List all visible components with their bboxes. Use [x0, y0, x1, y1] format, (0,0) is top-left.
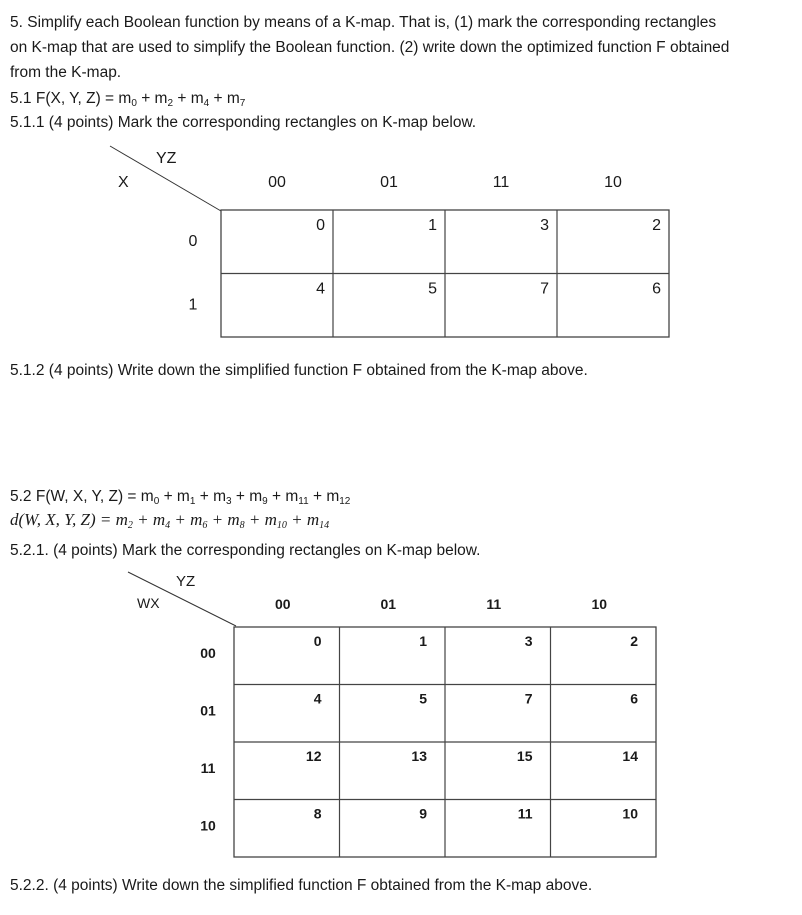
kmap-2-row-label: 00 — [200, 645, 216, 661]
minterm-subscript: 2 — [167, 98, 174, 109]
kmap-2-col-label: 10 — [591, 596, 608, 612]
minterm-subscript: 4 — [165, 520, 171, 531]
kmap-1-cell-number: 4 — [316, 280, 325, 298]
kmap-2-cell-number: 11 — [517, 805, 533, 822]
minterm-subscript: 2 — [127, 520, 133, 531]
kmap-2-cell-number: 10 — [622, 805, 638, 822]
kmap-2-col-label: 01 — [380, 596, 397, 612]
term-separator: + m — [170, 510, 203, 529]
minterm-subscript: 11 — [298, 496, 309, 507]
function-5-1: 5.1 F(X, Y, $Z) = m_0 + m_2 + m_4 + m_7$ — [10, 90, 246, 109]
kmap-1-col-label: 11 — [492, 174, 510, 191]
term-separator: + m — [209, 90, 240, 107]
kmap-2-cell-number: 6 — [630, 690, 638, 707]
kmap-2-cell-number: 1 — [419, 633, 427, 649]
question-5-2-2: 5.2.2. (4 points) Write down the simplified function F obtained from the K-map above. — [10, 877, 593, 894]
kmap-1-row-label: 1 — [188, 296, 198, 314]
minterm-subscript: 3 — [225, 496, 232, 507]
question-5-2-1: 5.2.1. (4 points) Mark the corresponding rectangles on K-map below. — [10, 542, 481, 559]
term-separator: + m — [207, 510, 240, 529]
term-separator: + m — [267, 488, 299, 505]
kmap-1-col-var: YZ — [156, 150, 177, 167]
kmap-1-cell-number: 0 — [316, 217, 325, 234]
dontcare-5-2: d(W, X, Y, $Z) = m_2 + m_4 + m_6 + m_8 + m_{10} + m_{14}$ — [10, 510, 330, 531]
problem-5-line-2: on K-map that are used to simplify the Boolean function. (2) write down the optimized function F obtained — [10, 39, 730, 56]
kmap-2-cell-number: 9 — [419, 805, 427, 822]
term-separator: + m — [231, 488, 263, 505]
kmap-2-cell-number: 0 — [313, 633, 322, 649]
minterm-subscript: 0 — [131, 98, 137, 109]
minterm-subscript: 0 — [153, 496, 160, 507]
kmap-1-row-label: 0 — [188, 233, 198, 250]
kmap-1-cell-number: 6 — [652, 280, 661, 298]
kmap-1-cell-number: 1 — [428, 217, 437, 234]
kmap-2-col-label: 00 — [274, 596, 291, 612]
kmap-2-cell-number: 5 — [419, 690, 427, 707]
kmap-2-cell-number: 13 — [411, 748, 427, 764]
term-separator: + m — [244, 510, 277, 529]
minterm-subscript: 4 — [203, 98, 210, 109]
kmap-2-cell-number: 4 — [313, 690, 322, 707]
term-separator: + m — [132, 510, 166, 529]
minterm-subscript: 7 — [239, 98, 246, 109]
function-5-2: 5.2 F(W, X, Y, $Z) = m_0 + m_1 + m_3 + m_9 + m_{11} + m_{12}$ — [10, 488, 351, 507]
minterm-subscript: 8 — [239, 520, 245, 531]
term-separator: + m — [286, 510, 320, 529]
kmap-1-cell-number: 3 — [540, 217, 549, 234]
kmap-2-cell-number: 14 — [622, 748, 638, 764]
term-separator: + m — [136, 90, 168, 107]
kmap-1-cell-number: 5 — [428, 280, 437, 298]
kmap-2-cell-number: 2 — [630, 633, 638, 649]
minterm-subscript: 9 — [262, 496, 268, 507]
kmap-2-cell-number: 3 — [524, 633, 533, 649]
question-5-1-2: 5.1.2 (4 points) Write down the simplified function F obtained from the K-map above. — [10, 362, 588, 379]
kmap-2-col-label: 11 — [486, 596, 502, 612]
minterm-subscript: 6 — [202, 520, 208, 531]
term-separator: + m — [173, 90, 204, 107]
kmap-2-cell-number: 12 — [305, 748, 322, 764]
kmap-2-row-var: WX — [137, 595, 160, 611]
problem-5-line-3: from the K-map. — [10, 64, 122, 81]
kmap-1-col-label: 00 — [268, 174, 286, 191]
kmap-1-cell-number: 7 — [540, 280, 549, 298]
kmap-1-row-var: X — [118, 174, 129, 191]
term-separator: + m — [195, 488, 226, 505]
kmap-2-cell-number: 8 — [313, 805, 322, 822]
kmap-1-col-label: 01 — [380, 174, 398, 191]
kmap-2-cell-number: 7 — [524, 690, 533, 707]
minterm-subscript: 1 — [189, 496, 196, 507]
kmap-1-cell-number: 2 — [652, 217, 661, 234]
kmap-2-cell-number: 15 — [516, 748, 533, 764]
kmap-2-row-label: 01 — [200, 702, 216, 719]
minterm-subscript: 10 — [276, 520, 287, 531]
minterm-subscript: 14 — [319, 520, 330, 531]
kmap-1-col-label: 10 — [604, 174, 622, 191]
kmap-2-row-label: 10 — [200, 817, 216, 834]
kmap-2-row-label: 11 — [200, 760, 216, 776]
problem-5-line-1: 5. Simplify each Boolean function by means of a K-map. That is, (1) mark the corresponding rectangles — [10, 14, 717, 31]
term-separator: + m — [159, 488, 190, 505]
kmap-2-col-var: YZ — [176, 573, 196, 590]
minterm-subscript: 12 — [339, 496, 351, 507]
term-separator: + m — [308, 488, 340, 505]
question-5-1-1: 5.1.1 (4 points) Mark the corresponding rectangles on K-map below. — [10, 114, 477, 131]
